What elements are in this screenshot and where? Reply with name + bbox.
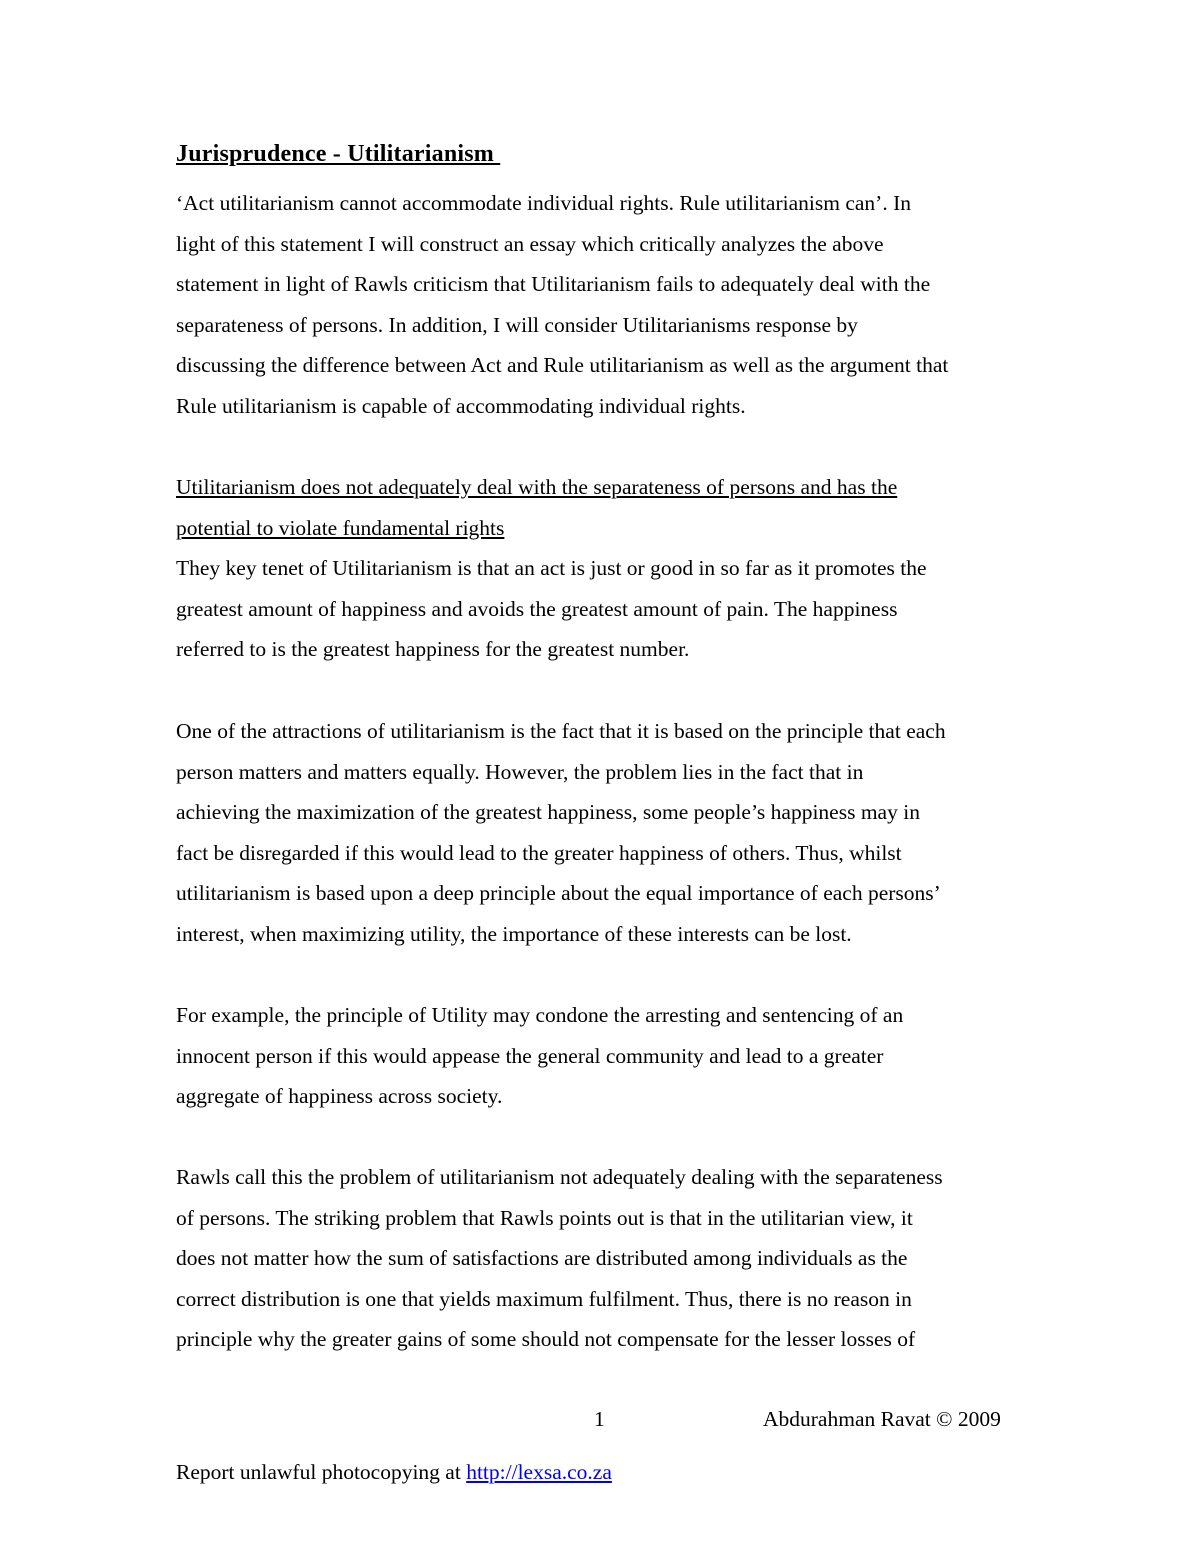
intro-line: light of this statement I will construct an essay which critically analyzes the above — [176, 231, 884, 256]
report-text: Report unlawful photocopying at — [176, 1460, 467, 1484]
paragraph-line: greatest amount of happiness and avoids the greatest amount of pain. The happiness — [176, 596, 898, 621]
paragraph-line: does not matter how the sum of satisfactions are distributed among individuals as the — [176, 1246, 908, 1271]
paragraph-3 — [176, 995, 1036, 1117]
document-title: Jurisprudence - Utilitarianism — [176, 141, 501, 167]
paragraph-line: innocent person if this would appease the general community and lead to a greater — [176, 1043, 884, 1068]
paragraph-line: person matters and matters equally. However, the problem lies in the fact that in — [176, 759, 864, 784]
intro-line: ‘Act utilitarianism cannot accommodate individual rights. Rule utilitarianism can’. In — [176, 191, 911, 215]
paragraph-2 — [176, 711, 1036, 955]
paragraph-line: aggregate of happiness across society. — [176, 1084, 503, 1109]
paragraph-line: correct distribution is one that yields maximum fulfilment. Thus, there is no reason in — [176, 1286, 912, 1311]
section-block — [176, 467, 1036, 670]
section-heading-line: Utilitarianism does not adequately deal with the separateness of persons and has the — [176, 475, 898, 499]
section-heading-line: potential to violate fundamental rights — [176, 515, 505, 540]
intro-paragraph — [176, 183, 1036, 427]
paragraph-line: Rawls call this the problem of utilitarianism not adequately dealing with the separateness — [176, 1165, 943, 1189]
paragraph-line: They key tenet of Utilitarianism is that an act is just or good in so far as it promotes the — [176, 556, 927, 581]
paragraph-line: principle why the greater gains of some should not compensate for the lesser losses of — [176, 1327, 916, 1352]
paragraph-line: achieving the maximization of the greatest happiness, some people’s happiness may in — [176, 800, 920, 825]
intro-line: separateness of persons. In addition, I will consider Utilitarianisms response by — [176, 312, 858, 337]
paragraph-line: referred to is the greatest happiness for the greatest number. — [176, 637, 690, 662]
paragraph-line: interest, when maximizing utility, the importance of these interests can be lost. — [176, 921, 852, 946]
intro-line: discussing the difference between Act and Rule utilitarianism as well as the argument that — [176, 353, 949, 378]
paragraph-4 — [176, 1157, 1036, 1360]
paragraph-line: fact be disregarded if this would lead to the greater happiness of others. Thus, whilst — [176, 840, 902, 865]
author-copyright: Abdurahman Ravat © 2009 — [763, 1407, 1001, 1431]
report-notice — [176, 1457, 612, 1487]
paragraph-line: For example, the principle of Utility may condone the arresting and sentencing of an — [176, 1003, 904, 1027]
paragraph-line: One of the attractions of utilitarianism is the fact that it is based on the principle that each — [176, 719, 946, 743]
intro-line: statement in light of Rawls criticism that Utilitarianism fails to adequately deal with the — [176, 272, 931, 297]
paragraph-line: utilitarianism is based upon a deep principle about the equal importance of each persons’ — [176, 881, 941, 906]
page-number: 1 — [594, 1407, 605, 1431]
paragraph-line: of persons. The striking problem that Rawls points out is that in the utilitarian view, it — [176, 1205, 913, 1230]
report-link[interactable]: http://lexsa.co.za — [466, 1460, 612, 1484]
intro-line: Rule utilitarianism is capable of accommodating individual rights. — [176, 393, 746, 418]
